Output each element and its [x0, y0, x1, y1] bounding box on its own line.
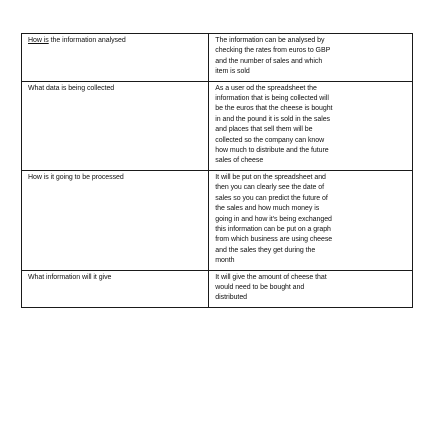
answer-line: and places that sell them will be [215, 126, 313, 134]
question-text: What information will it give [28, 273, 112, 281]
table-row [22, 34, 413, 82]
question-cell [22, 170, 209, 270]
answer-line: It will give the amount of cheese that [215, 273, 327, 281]
answer-cell [209, 34, 413, 82]
answer-line: would need to be bought and [215, 283, 305, 291]
table-row [22, 270, 413, 307]
question-text: What data is being collected [28, 84, 115, 92]
answer-line: collected so the company can know [215, 136, 325, 144]
answer-line: It will be put on the spreadsheet and [215, 173, 326, 181]
question-underlined-word: How is [28, 37, 49, 44]
answer-line: be the euros that the cheese is bought [215, 105, 333, 113]
information-table [21, 33, 413, 308]
answer-line: then you can clearly see the date of [215, 184, 324, 192]
question-text: How is it going to be processed [28, 173, 124, 181]
question-cell [22, 81, 209, 170]
answer-line: month [215, 257, 235, 265]
answer-cell [209, 170, 413, 270]
table-row [22, 81, 413, 170]
table-row [22, 170, 413, 270]
answer-line: sales so you can predict the future of [215, 194, 328, 202]
answer-line: going in and how it's being exchanged [215, 215, 332, 223]
answer-cell [209, 81, 413, 170]
answer-cell [209, 270, 413, 307]
answer-line: item is sold [215, 68, 250, 76]
answer-line: this information can be put on a graph [215, 225, 331, 233]
answer-line: how much to distribute and the future [215, 147, 329, 155]
answer-line: information that is being collected will [215, 95, 329, 103]
answer-line: The information can be analysed by [215, 37, 325, 44]
question-rest: the information analysed [48, 37, 126, 44]
question-text [28, 36, 203, 46]
answer-line: in and the pound it is sold in the sales [215, 115, 331, 123]
answer-line: the sales and how much money is [215, 205, 320, 213]
answer-line: from which business are using cheese [215, 236, 333, 244]
answer-line: and the number of sales and which [215, 57, 323, 65]
question-cell [22, 270, 209, 307]
answer-line: distributed [215, 294, 248, 302]
answer-line: checking the rates from euros to GBP [215, 47, 331, 55]
answer-line: and the sales they get during the [215, 246, 316, 254]
answer-line: sales of cheese [215, 157, 264, 165]
question-cell [22, 34, 209, 82]
answer-line: As a user od the spreadsheet the [215, 84, 317, 92]
